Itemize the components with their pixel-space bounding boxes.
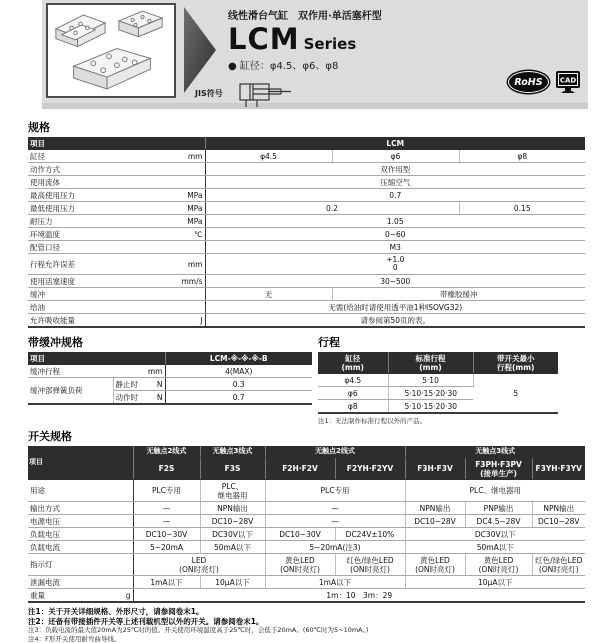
switch-model: F3S <box>200 458 265 480</box>
switch-cell: PNP输出 <box>465 502 532 515</box>
certification-badges <box>508 70 581 94</box>
switch-model: F2YH·F2YV <box>335 458 405 480</box>
tolerance-upper: +1.0 <box>208 256 584 265</box>
cushion-moving-value: 0.7 <box>165 391 312 405</box>
row-unit: mm/s <box>179 277 202 286</box>
row-label: 行程允许误差 <box>30 260 75 269</box>
switch-weight-value: 1m：10 3m：29 <box>133 589 585 603</box>
row-label: 重量 <box>30 591 45 600</box>
switch-cell: DC10~28V <box>532 515 585 528</box>
row-unit: MPa <box>185 191 202 200</box>
row-label: 动作方式 <box>30 165 60 174</box>
col-header-line: 带开关最小 <box>476 354 557 363</box>
spec-cell-tolerance <box>205 254 585 275</box>
switch-row-label: 输出方式 <box>28 502 133 515</box>
product-line-art-icon <box>48 5 174 96</box>
footnotes <box>28 607 585 643</box>
stroke-note: 注1：无法制作标准行程以外的产品。 <box>318 416 558 425</box>
switch-cell: PLC、继电器用 <box>405 480 585 502</box>
switch-cell <box>405 554 465 576</box>
switch-cell: DC10~28V <box>200 515 265 528</box>
switch-model: F2S <box>133 458 200 480</box>
switch-section-title: 开关规格 <box>28 428 585 444</box>
switch-cell: 50mA以下 <box>200 541 265 554</box>
spec-row-label <box>28 202 205 215</box>
spec-header-item: 项目 <box>28 137 205 150</box>
row-label: 最低使用压力 <box>30 204 75 213</box>
cell-line: (ON时亮灯) <box>468 565 530 574</box>
cell-line: PLC、 <box>203 482 263 491</box>
switch-model: F3H·F3V <box>405 458 465 480</box>
switch-cell: DC30V以下 <box>405 528 585 541</box>
model-name: F3PH·F3PV <box>468 460 530 469</box>
cell-line: (ON时亮灯) <box>268 565 333 574</box>
spec-row-label <box>28 275 205 288</box>
switch-cell: — <box>265 502 405 515</box>
cushion-spring-label: 缓冲部弹簧负荷 <box>28 378 113 405</box>
switch-cell: DC24V±10% <box>335 528 405 541</box>
model-note: (接单生产) <box>468 469 530 478</box>
header-banner <box>42 0 588 109</box>
spec-section-title: 规格 <box>28 119 585 135</box>
switch-cell: DC10~30V <box>265 528 335 541</box>
switch-cell: — <box>133 515 200 528</box>
switch-cell: — <box>133 502 200 515</box>
spec-row-label <box>28 150 205 163</box>
stroke-min-value: 5 <box>473 374 558 414</box>
switch-table <box>28 446 585 603</box>
spec-row-label <box>28 176 205 189</box>
svg-text:CAD: CAD <box>560 77 577 85</box>
switch-model: F2H·F2V <box>265 458 335 480</box>
bore-sizes: ● 缸径：φ4.5、φ6、φ8 <box>228 57 528 72</box>
stroke-standard: 5·10·15·20·30 <box>388 387 473 400</box>
spec-cell: 带橡胶缓冲 <box>332 288 585 301</box>
switch-cell: 1mA以下 <box>265 576 405 589</box>
switch-cell: DC30V以下 <box>200 528 265 541</box>
product-subtitle: 线性滑台气缸 双作用·单活塞杆型 <box>228 7 528 22</box>
cell-line: 红色/绿色LED <box>338 556 403 565</box>
cushion-static-value: 0.3 <box>165 378 312 391</box>
row-label: 给油 <box>30 303 45 312</box>
row-label: 环境温度 <box>30 230 60 239</box>
cad-icon <box>555 70 581 94</box>
spec-cell: 0~60 <box>205 228 585 241</box>
spec-row-label <box>28 301 205 314</box>
product-photo <box>46 3 176 98</box>
cell-line: 继电器用 <box>203 491 263 500</box>
spec-cell: 0.15 <box>459 202 585 215</box>
stroke-section-title: 行程 <box>318 334 558 350</box>
col-header-line: 标准行程 <box>391 354 471 363</box>
spec-row-label <box>28 314 205 328</box>
series-title <box>228 22 528 56</box>
spec-row-label <box>28 241 205 254</box>
row-unit: ℃ <box>192 230 202 239</box>
cell-line: 黄色LED <box>408 556 463 565</box>
spec-cell: 30~500 <box>205 275 585 288</box>
row-label: 配管口径 <box>30 243 60 252</box>
switch-cell: PLC专用 <box>265 480 405 502</box>
rohs-badge: RoHS <box>508 71 549 93</box>
switch-cell: NPN输出 <box>532 502 585 515</box>
switch-row-label: 泄漏电流 <box>28 576 133 589</box>
content-area <box>28 116 585 643</box>
row-unit: N <box>155 380 163 389</box>
switch-model: F3YH·F3YV <box>532 458 585 480</box>
switch-cell: — <box>265 515 405 528</box>
switch-group: 无触点2线式 <box>265 446 405 458</box>
switch-cell: NPN输出 <box>200 502 265 515</box>
stroke-section <box>318 331 558 425</box>
cushion-static-label <box>113 378 165 391</box>
cell-line: 黄色LED <box>468 556 530 565</box>
cell-line: (ON时亮灯) <box>338 565 403 574</box>
switch-cell: 5~20mA <box>133 541 200 554</box>
spec-cell: 1.05 <box>205 215 585 228</box>
spec-cell: 0.7 <box>205 189 585 202</box>
switch-cell <box>200 480 265 502</box>
cell-line: (ON时亮灯) <box>535 565 584 574</box>
row-label: 静止时 <box>116 380 139 389</box>
switch-cell <box>133 554 265 576</box>
cushion-moving-label <box>113 391 165 405</box>
series-suffix: Series <box>304 35 357 53</box>
spec-table <box>28 137 585 328</box>
jis-symbol-block <box>195 80 293 110</box>
switch-cell: 10μA以下 <box>405 576 585 589</box>
switch-row-label: 电源电压 <box>28 515 133 528</box>
row-label: 使用活塞速度 <box>30 277 75 286</box>
switch-row-label: 用途 <box>28 480 133 502</box>
switch-cell <box>465 554 532 576</box>
stroke-table <box>318 352 558 414</box>
stroke-col-bore <box>318 352 388 374</box>
spec-cell: 双作用型 <box>205 163 585 176</box>
spec-cell: φ6 <box>332 150 459 163</box>
switch-cell <box>265 554 335 576</box>
spec-cell: 0.2 <box>205 202 459 215</box>
spec-row-label <box>28 288 205 301</box>
header-text <box>228 7 528 72</box>
col-header-line: 行程(mm) <box>476 363 557 372</box>
row-unit: N <box>155 393 163 402</box>
switch-cell: 5~20mA(注3) <box>265 541 405 554</box>
footnote: 注2：还备有带接插件开关等上述刊载机型以外的开关。请参阅卷末1。 <box>28 617 585 627</box>
row-unit: MPa <box>185 204 202 213</box>
row-label: 动作时 <box>116 393 139 402</box>
stroke-bore: φ6 <box>318 387 388 400</box>
stroke-bore: φ4.5 <box>318 374 388 387</box>
spec-row-label <box>28 228 205 241</box>
row-label: 允许吸收能量 <box>30 316 75 325</box>
switch-row-label: 指示灯 <box>28 554 133 576</box>
spec-cell: 压缩空气 <box>205 176 585 189</box>
cell-line: (ON时亮灯) <box>408 565 463 574</box>
tolerance-lower: 0 <box>208 264 584 273</box>
spec-cell: φ4.5 <box>205 150 332 163</box>
cell-line: LED <box>136 556 263 565</box>
cushion-table <box>28 352 312 405</box>
row-unit: mm <box>186 152 203 161</box>
jis-pneumatic-symbol-icon <box>239 80 293 110</box>
switch-row-label: 负载电压 <box>28 528 133 541</box>
series-name: LCM <box>228 22 300 56</box>
switch-cell: PLC专用 <box>133 480 200 502</box>
switch-header-item: 项目 <box>28 446 133 480</box>
switch-cell: 50mA以下 <box>405 541 585 554</box>
row-unit: g <box>124 591 131 600</box>
stroke-standard: 5·10 <box>388 374 473 387</box>
switch-cell: NPN输出 <box>405 502 465 515</box>
switch-cell: 10μA以下 <box>200 576 265 589</box>
spec-row-label <box>28 254 205 275</box>
jis-label: JIS符号 <box>195 88 223 110</box>
cushion-section <box>28 331 312 425</box>
cell-line: 红色/绿色LED <box>535 556 584 565</box>
row-unit: J <box>198 316 202 325</box>
two-column-section <box>28 331 585 425</box>
row-label: 使用流体 <box>30 178 60 187</box>
cell-line: (ON时亮灯) <box>136 565 263 574</box>
col-header-line: (mm) <box>320 363 386 372</box>
spec-cell: 无需(给油时请使用透平油1种ISOVG32) <box>205 301 585 314</box>
cushion-section-title: 带缓冲规格 <box>28 334 312 350</box>
spec-header-series: LCM <box>205 137 585 150</box>
switch-group: 无触点3线式 <box>405 446 585 458</box>
stroke-standard: 5·10·15·20·30 <box>388 400 473 414</box>
spec-cell: φ8 <box>459 150 585 163</box>
stroke-col-min <box>473 352 558 374</box>
col-header-line: 缸径 <box>320 354 386 363</box>
spec-row-label <box>28 215 205 228</box>
footnote: 注1：关于开关详细规格、外形尺寸，请参阅卷末1。 <box>28 607 585 617</box>
cushion-stroke-value: 4(MAX) <box>165 365 312 378</box>
cushion-header-model: LCM-※-※-※-B <box>165 352 312 365</box>
switch-cell: DC10~30V <box>133 528 200 541</box>
stroke-col-standard <box>388 352 473 374</box>
switch-group: 无触点3线式 <box>200 446 265 458</box>
spec-cell: 无 <box>205 288 332 301</box>
row-unit: MPa <box>185 217 202 226</box>
switch-cell <box>532 554 585 576</box>
spec-row-label <box>28 163 205 176</box>
cell-line: 黄色LED <box>268 556 333 565</box>
row-label: 缸径 <box>30 152 45 161</box>
row-label: 缓冲 <box>30 290 45 299</box>
cushion-header-item: 项目 <box>28 352 165 365</box>
switch-row-label: 负载电流 <box>28 541 133 554</box>
switch-cell: 1mA以下 <box>133 576 200 589</box>
switch-model <box>465 458 532 480</box>
switch-row-label <box>28 589 133 603</box>
footnote: 注3：负载电流的最大值20mA为25℃时的值。开关使用环境温度高于25℃时，会低于20mA。(60℃时为5~10mA。) <box>28 626 585 635</box>
col-header-line: (mm) <box>391 363 471 372</box>
row-label: 耐压力 <box>30 217 53 226</box>
footnote: 注4：F形开关使用耐弯曲导线。 <box>28 635 585 643</box>
cushion-stroke-label <box>28 365 165 378</box>
row-unit: mm <box>186 260 203 269</box>
switch-group: 无触点2线式 <box>133 446 200 458</box>
switch-cell: DC4.5~28V <box>465 515 532 528</box>
row-unit: mm <box>146 367 163 376</box>
row-label: 最高使用压力 <box>30 191 75 200</box>
spec-row-label <box>28 189 205 202</box>
row-label: 缓冲行程 <box>30 367 60 376</box>
switch-cell <box>335 554 405 576</box>
stroke-bore: φ8 <box>318 400 388 414</box>
switch-cell: DC10~28V <box>405 515 465 528</box>
spec-cell: 请参阅第50页的表。 <box>205 314 585 328</box>
spec-cell: M3 <box>205 241 585 254</box>
